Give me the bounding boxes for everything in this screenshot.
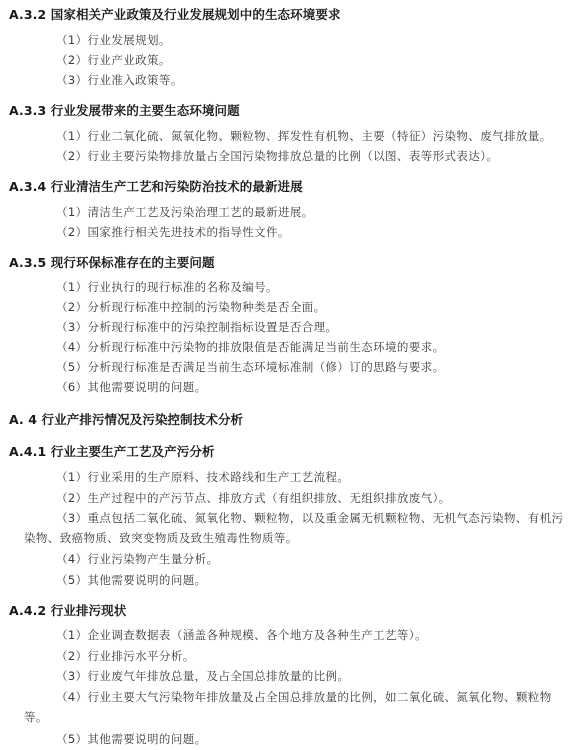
list-item: （2）行业主要污染物排放量占全国污染物排放总量的比例（以图、表等形式表达）。 xyxy=(56,149,499,163)
list-item: （1）行业二氧化硫、氮氧化物、颗粒物、挥发性有机物、主要（特征）污染物、废气排放量。 xyxy=(56,129,552,143)
list-item: （1）行业采用的生产原料、技术路线和生产工艺流程。 xyxy=(56,470,350,484)
list-item-continuation: 染物、致癌物质、致突变物质及致生殖毒性物质等。 xyxy=(24,531,298,545)
list-item: （2）行业排污水平分析。 xyxy=(56,649,195,663)
list-item: （5）其他需要说明的问题。 xyxy=(56,732,207,746)
list-item: （4）行业污染物产生量分析。 xyxy=(56,552,219,566)
list-item: （3）分析现行标准中的污染控制指标设置是否合理。 xyxy=(56,320,338,334)
list-item: （2）分析现行标准中控制的污染物种类是否全面。 xyxy=(56,300,326,314)
list-item: （1）企业调查数据表（涵盖各种规模、各个地方及各种生产工艺等）。 xyxy=(56,628,427,642)
list-item: （3）行业废气年排放总量，及占全国总排放量的比例。 xyxy=(56,669,350,683)
section-heading-a3-3: A.3.3 行业发展带来的主要生态环境问题 xyxy=(9,103,240,118)
section-heading-a4-2: A.4.2 行业排污现状 xyxy=(9,603,127,618)
list-item: （4）分析现行标准中污染物的排放限值是否能满足当前生态环境的要求。 xyxy=(56,340,445,354)
list-item: （6）其他需要说明的问题。 xyxy=(56,380,207,394)
section-heading-a3-4: A.3.4 行业清洁生产工艺和污染防治技术的最新进展 xyxy=(9,179,303,194)
list-item: （4）行业主要大气污染物年排放量及占全国总排放量的比例，如二氧化硫、氮氧化物、颗粒物 xyxy=(56,690,552,704)
list-item: （1）清洁生产工艺及污染治理工艺的最新进展。 xyxy=(56,205,314,219)
list-item: （1）行业执行的现行标准的名称及编号。 xyxy=(56,280,278,294)
list-item: （3）重点包括二氧化硫、氮氧化物、颗粒物，以及重金属无机颗粒物、无机气态污染物、有机污 xyxy=(56,511,564,525)
list-item: （2）行业产业政策。 xyxy=(56,53,171,67)
chapter-heading-a4: A. 4 行业产排污情况及污染控制技术分析 xyxy=(9,412,244,427)
list-item: （3）行业准入政策等。 xyxy=(56,73,183,87)
section-heading-a3-5: A.3.5 现行环保标准存在的主要问题 xyxy=(9,255,215,270)
section-heading-a3-2: A.3.2 国家相关产业政策及行业发展规划中的生态环境要求 xyxy=(9,7,341,22)
list-item: （5）分析现行标准是否满足当前生态环境标准制（修）订的思路与要求。 xyxy=(56,360,445,374)
section-heading-a4-1: A.4.1 行业主要生产工艺及产污分析 xyxy=(9,444,215,459)
list-item: （1）行业发展规划。 xyxy=(56,33,171,47)
list-item: （2）生产过程中的产污节点、排放方式（有组织排放、无组织排放废气）。 xyxy=(56,491,451,505)
list-item-continuation: 等。 xyxy=(24,710,48,724)
list-item: （2）国家推行相关先进技术的指导性文件。 xyxy=(56,225,290,239)
list-item: （5）其他需要说明的问题。 xyxy=(56,573,207,587)
